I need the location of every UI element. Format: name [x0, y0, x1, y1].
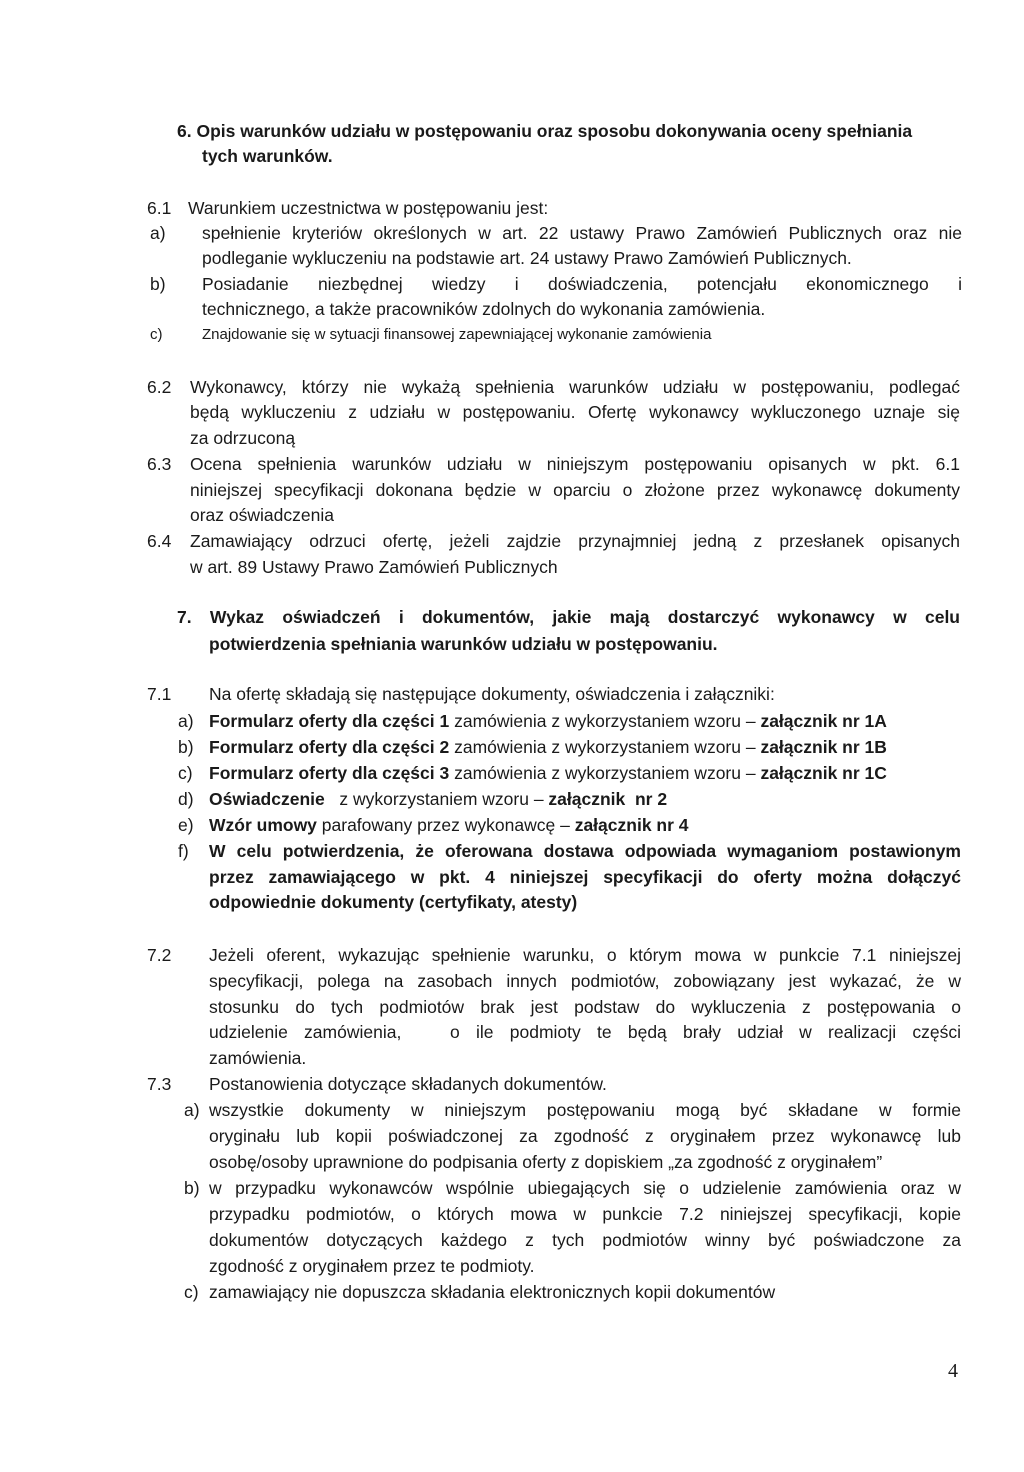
section-7-heading-line-1: 7. Wykaz oświadczeń i dokumentów, jakie mają dostarczyć wykonawcy w celu — [177, 607, 960, 627]
point-7-1-c-label: c) — [178, 763, 193, 783]
point-7-2-line-4: udzielenie zamówienia, o ile podmioty te będą brały udział w realizacji części — [209, 1022, 961, 1042]
point-7-1-number: 7.1 — [147, 684, 172, 704]
item-bold-part: Formularz oferty dla części 3 — [209, 763, 450, 783]
point-7-2-line-5: zamówienia. — [209, 1048, 307, 1068]
point-7-1-b-text — [209, 736, 887, 758]
point-6-2-line-3: za odrzuconą — [190, 428, 296, 448]
section-7-heading-line-2: potwierdzenia spełniania warunków udziału w postępowaniu. — [209, 634, 718, 654]
point-6-3-number: 6.3 — [147, 454, 172, 474]
point-6-1-a-line-1: spełnienie kryteriów określonych w art. 22 ustawy Prawo Zamówień Publicznych oraz nie — [202, 223, 962, 243]
point-6-1-a-label: a) — [150, 223, 166, 243]
point-7-1-f-label: f) — [178, 841, 189, 861]
point-6-1-a-line-2: podleganie wykluczeniu na podstawie art. 24 ustawy Prawo Zamówień Publicznych. — [202, 248, 852, 268]
item-normal-part: parafowany przez wykonawcę – — [316, 815, 575, 835]
item-normal-part: zamówienia z wykorzystaniem wzoru – — [449, 763, 761, 783]
item-attachment-ref: załącznik nr 1C — [760, 763, 887, 783]
item-normal-part: zamówienia z wykorzystaniem wzoru – — [449, 711, 761, 731]
section-6-heading-line-1: 6. Opis warunków udziału w postępowaniu oraz sposobu dokonywania oceny spełniania — [177, 121, 913, 141]
point-7-3-a-line-2: oryginału lub kopii poświadczonej za zgodność z oryginałem przez wykonawcę lub — [209, 1126, 961, 1146]
point-7-3-number: 7.3 — [147, 1074, 172, 1094]
point-7-1-text: Na ofertę składają się następujące dokumenty, oświadczenia i załączniki: — [209, 684, 775, 704]
item-bold-part: Formularz oferty dla części 2 — [209, 737, 450, 757]
item-bold-part: Oświadczenie — [209, 789, 325, 809]
item-attachment-ref: załącznik nr 4 — [574, 815, 689, 835]
item-normal-part: z wykorzystaniem wzoru – — [324, 789, 549, 809]
point-7-1-a-label: a) — [178, 711, 194, 731]
point-6-4-number: 6.4 — [147, 531, 172, 551]
item-bold-part: Formularz oferty dla części 1 — [209, 711, 450, 731]
point-7-3-c-line-1: zamawiający nie dopuszcza składania elektronicznych kopii dokumentów — [209, 1282, 776, 1302]
point-7-1-d-label: d) — [178, 789, 194, 809]
point-6-3-line-2: niniejszej specyfikacji dokonana będzie w oparciu o złożone przez wykonawcę dokumenty — [190, 480, 960, 500]
point-7-1-b-label: b) — [178, 737, 194, 757]
point-7-3-b-line-4: zgodność z oryginałem przez te podmioty. — [209, 1256, 535, 1276]
item-normal-part: zamówienia z wykorzystaniem wzoru – — [449, 737, 761, 757]
section-6-heading-line-2: tych warunków. — [202, 146, 333, 166]
point-6-4-line-1: Zamawiający odrzuci ofertę, jeżeli zajdzie przynajmniej jedną z przesłanek opisanych — [190, 531, 960, 551]
point-6-1-b-line-1: Posiadanie niezbędnej wiedzy i doświadczenia, potencjału ekonomicznego i — [202, 274, 962, 294]
point-7-3-a-line-3: osobę/osoby uprawnione do podpisania oferty z dopiskiem „za zgodność z oryginałem” — [209, 1152, 883, 1172]
point-6-3-line-1: Ocena spełnienia warunków udziału w niniejszym postępowaniu opisanych w pkt. 6.1 — [190, 454, 960, 474]
point-7-2-line-3: stosunku do tych podmiotów brak jest podstaw do wykluczenia z postępowania o — [209, 997, 961, 1017]
point-7-1-e-text — [209, 814, 689, 836]
point-7-3-a-label: a) — [184, 1100, 200, 1120]
point-6-1-b-label: b) — [150, 274, 166, 294]
point-7-3-b-line-1: w przypadku wykonawców wspólnie ubiegających się o udzielenie zamówienia oraz w — [209, 1178, 961, 1198]
point-6-1-text: Warunkiem uczestnictwa w postępowaniu jest: — [188, 198, 549, 218]
point-7-3-b-line-3: dokumentów dotyczących każdego z tych podmiotów winny być poświadczone za — [209, 1230, 961, 1250]
point-7-1-d-text — [209, 788, 667, 810]
point-7-2-line-2: specyfikacji, polega na zasobach innych podmiotów, zobowiązany jest wykazać, że w — [209, 971, 961, 991]
point-7-2-number: 7.2 — [147, 945, 172, 965]
point-6-2-line-1: Wykonawcy, którzy nie wykażą spełnienia warunków udziału w postępowaniu, podlegać — [190, 377, 960, 397]
point-7-3-b-label: b) — [184, 1178, 200, 1198]
point-7-1-f-line-2: przez zamawiającego w pkt. 4 niniejszej specyfikacji do oferty można dołączyć — [209, 867, 961, 887]
point-6-1-c-line-1: Znajdowanie się w sytuacji finansowej zapewniającej wykonanie zamówienia — [202, 326, 712, 343]
item-attachment-ref: załącznik nr 2 — [548, 789, 668, 809]
point-6-3-line-3: oraz oświadczenia — [190, 505, 334, 525]
point-6-1-b-line-2: technicznego, a także pracowników zdolnych do wykonania zamówienia. — [202, 299, 766, 319]
point-7-3-b-line-2: przypadku podmiotów, o których mowa w punkcie 7.2 niniejszej specyfikacji, kopie — [209, 1204, 961, 1224]
point-7-3-text: Postanowienia dotyczące składanych dokumentów. — [209, 1074, 607, 1094]
point-7-1-f-line-1: W celu potwierdzenia, że oferowana dostawa odpowiada wymaganiom postawionym — [209, 841, 961, 861]
point-7-3-a-line-1: wszystkie dokumenty w niniejszym postępowaniu mogą być składane w formie — [209, 1100, 961, 1120]
point-6-2-line-2: będą wykluczeniu z udziału w postępowaniu. Ofertę wykonawcy wykluczonego uznaje się — [190, 402, 960, 422]
item-attachment-ref: załącznik nr 1B — [760, 737, 887, 757]
point-6-2-number: 6.2 — [147, 377, 172, 397]
item-bold-part: Wzór umowy — [209, 815, 317, 835]
item-attachment-ref: załącznik nr 1A — [760, 711, 887, 731]
page-number: 4 — [948, 1360, 958, 1382]
point-6-1-c-label: c) — [150, 326, 163, 343]
point-6-4-line-2: w art. 89 Ustawy Prawo Zamówień Publicznych — [190, 557, 558, 577]
point-7-1-c-text — [209, 762, 887, 784]
point-7-1-e-label: e) — [178, 815, 194, 835]
point-7-3-c-label: c) — [184, 1282, 199, 1302]
point-6-1-number: 6.1 — [147, 198, 172, 218]
point-7-2-line-1: Jeżeli oferent, wykazując spełnienie warunku, o którym mowa w punkcie 7.1 niniejszej — [209, 945, 961, 965]
point-7-1-f-line-3: odpowiednie dokumenty (certyfikaty, atesty) — [209, 892, 578, 912]
point-7-1-a-text — [209, 710, 887, 732]
